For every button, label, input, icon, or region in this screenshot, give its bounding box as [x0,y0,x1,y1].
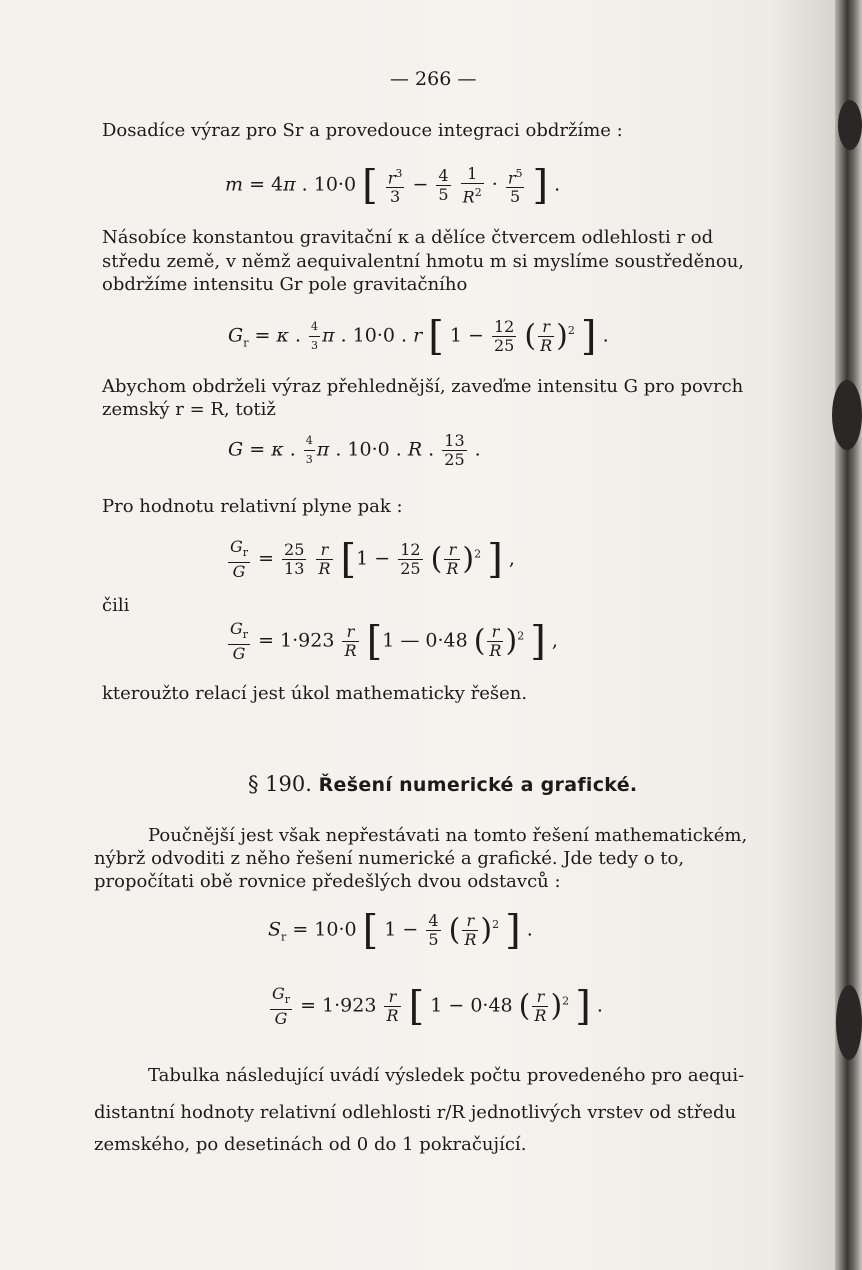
section-title: Řešení numerické a grafické. [318,774,638,796]
binding-stain [836,985,862,1060]
equation-4: $\frac{G_r}{G}$ = $\frac{25}{13}$ $\frac{r}{R}$ [1 − $\frac{12}{25}$ ( $\frac{r}{R}$ )$^2$ ] , [230,536,515,583]
equation-3: G = κ . $\frac{4}{3}$ π . 10·0 . R . $\frac{13}{25}$ . [228,431,481,469]
section-heading [248,772,637,796]
equation-1: m = 4π . 10·0 [ $\frac{r^3}{3}$ − $\frac{4}{5}$ $\frac{1}{R^2}$ · $\frac{r^5}{5}$ ] . [225,162,561,209]
paragraph-7-line-3: zemského, po desetinách od 0 do 1 pokračující. [94,1134,527,1155]
cili-word: čili [102,595,130,616]
equation-6: $S_r = 10\cdot 0$ [ 1 − $\frac{4}{5}$ ( $\frac{r}{R}$ )$^2$ ] . [268,907,533,954]
paragraph-5: kteroužto relací jest úkol mathematicky řešen. [102,683,528,704]
paragraph-2-line-2: středu země, v němž aequivalentní hmotu m si myslíme soustředěnou, [102,251,745,272]
binding-stain [832,380,862,450]
paragraph-7-line-1: Tabulka následující uvádí výsledek počtu provedeného pro aequi- [148,1065,745,1086]
page-number: — 266 — [390,68,477,90]
paragraph-2-line-3: obdržíme intensitu Gr pole gravitačního [102,274,468,295]
paragraph-6-line-3: propočítati obě rovnice předešlých dvou odstavců : [94,871,561,892]
book-binding-edge [835,0,862,1270]
paragraph-3-line-2: zemský r = R, totiž [102,399,276,420]
paragraph-1: Dosadíce výraz pro Sr a provedouce integraci obdržíme : [102,120,623,141]
paragraph-4: Pro hodnotu relativní plyne pak : [102,496,403,517]
paragraph-6-line-1: Poučnější jest však nepřestávati na tomto řešení mathematickém, [148,825,748,846]
equation-7: $\frac{G_r}{G}$ = 1·923 $\frac{r}{R}$ [ 1 − 0·48 ( $\frac{r}{R}$ )$^2$ ] . [272,983,603,1030]
paragraph-6-line-2: nýbrž odvoditi z něho řešení numerické a grafické. Jde tedy o to, [94,848,685,869]
paragraph-2-line-1: Násobíce konstantou gravitační κ a dělíce čtvercem odlehlosti r od [102,227,714,248]
binding-stain [838,100,862,150]
paragraph-7-line-2: distantní hodnoty relativní odlehlosti r/R jednotlivých vrstev od středu [94,1102,737,1123]
section-number: § 190. [248,772,312,796]
paragraph-3-line-1: Abychom obdrželi výraz přehlednější, zaveďme intensitu G pro povrch [102,376,744,397]
equation-5: $\frac{G_r}{G}$ = 1·923 $\frac{r}{R}$ [1 — 0·48 ( $\frac{r}{R}$ )$^2$ ] , [230,618,558,665]
equation-2: $G_r = \kappa$ . $\frac{4}{3}$ π . 10·0 . r [ 1 − $\frac{12}{25}$ ( $\frac{r}{R}$ )$^2$ ] . [228,313,609,360]
